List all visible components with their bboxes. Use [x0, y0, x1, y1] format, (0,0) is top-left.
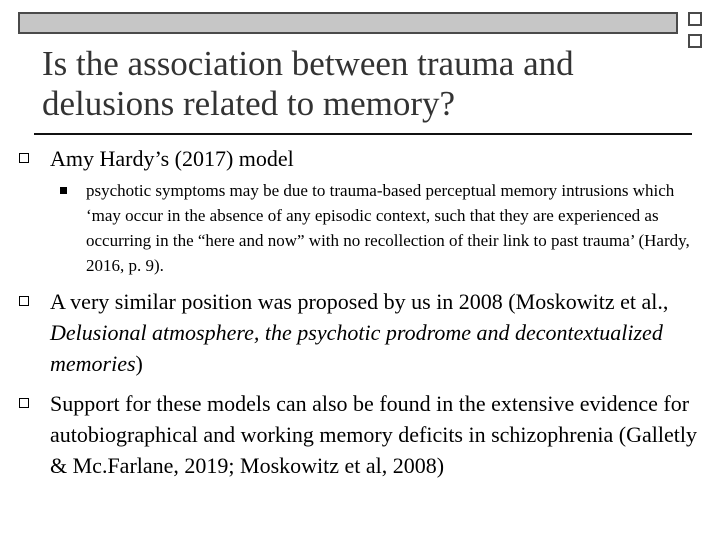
decorative-corner-square — [688, 12, 702, 26]
bullet-text: ) — [135, 351, 143, 376]
sub-bullet-item: psychotic symptoms may be due to trauma-based perceptual memory intrusions which ‘may occur in the absence of any episodic context, such that they are experienced as occurring in the “here and now” with no recollection of their link to past trauma’ (Hardy, 2016, p. 9). — [86, 181, 690, 275]
decorative-top-bar — [18, 12, 678, 34]
paper-title: Delusional atmosphere, the psychotic prodrome and decontextualized memories — [50, 320, 663, 376]
filled-square-bullet-icon — [60, 187, 67, 194]
bullet-item: Support for these models can also be found in the extensive evidence for autobiographical and working memory deficits in schizophrenia (Galletly & Mc.Farlane, 2019; Moskowitz et al, 2008) — [50, 391, 697, 478]
hollow-square-bullet-icon — [19, 296, 29, 306]
slide-title: Is the association between trauma and delusions related to memory? — [42, 44, 574, 123]
title-divider — [34, 133, 692, 135]
bullet-text: A very similar position was proposed by us in 2008 (Moskowitz et al., — [50, 289, 669, 314]
bullet-item: Amy Hardy’s (2017) model — [50, 146, 294, 171]
bullet-item — [50, 286, 700, 379]
hollow-square-bullet-icon — [19, 153, 29, 163]
decorative-corner-square — [688, 34, 702, 48]
hollow-square-bullet-icon — [19, 398, 29, 408]
